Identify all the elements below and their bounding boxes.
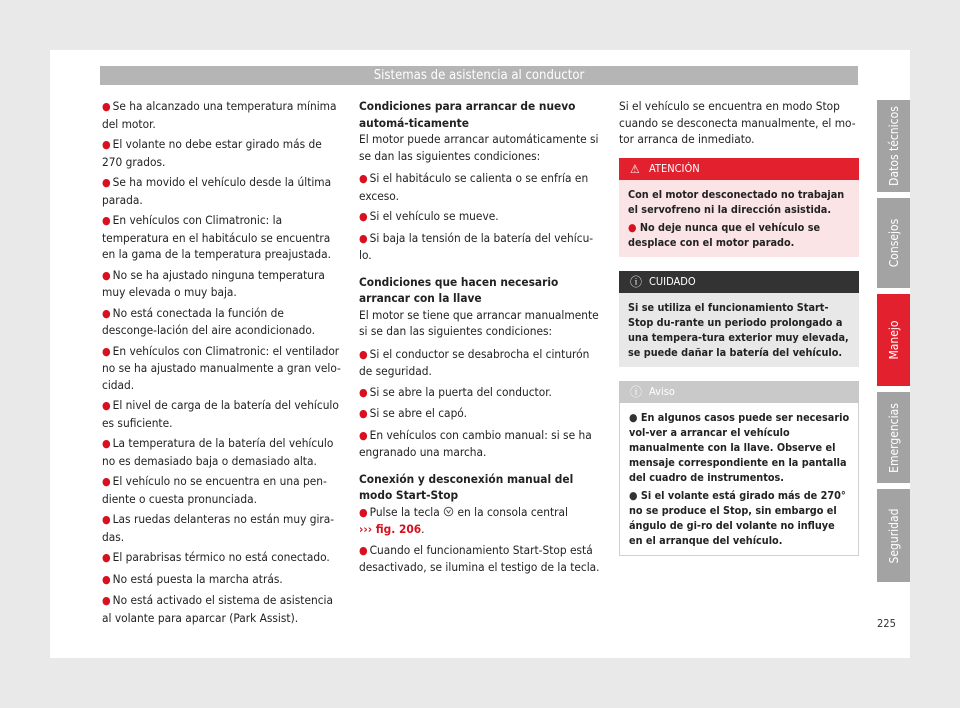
list-item: ● No está activado el sistema de asistencia al volante para aparcar (Park Assist). xyxy=(102,593,333,625)
caution-header: ⓘ CUIDADO xyxy=(619,271,859,293)
bullet-icon: ● xyxy=(359,231,368,245)
list-item: ● Si el volante está girado más de 270° no se produce el Stop, sin embargo el ángulo de gi-ro del volante no influye en el arranque del vehículo. xyxy=(629,488,846,547)
bullet-icon: ● xyxy=(102,513,111,526)
list-item: ● En vehículos con Climatronic: el ventilador no se ha ajustado manualmente a gran velo-cidad. xyxy=(102,343,341,392)
bullet-icon: ● xyxy=(359,385,368,399)
list-item: ● El parabrisas térmico no está conectado. xyxy=(102,550,330,564)
bullet-icon: ● xyxy=(102,100,111,113)
warning-header: ⚠ ATENCIÓN xyxy=(619,158,859,180)
list-item: ● No está conectada la función de desconge-lación del aire acondicionado. xyxy=(102,305,315,337)
bullet-icon: ● xyxy=(102,268,111,282)
bullet-icon: ● xyxy=(102,572,111,586)
list-item: ● No está puesta la marcha atrás. xyxy=(102,571,283,586)
bullet-icon: ● xyxy=(102,399,111,412)
bullet-icon: ● xyxy=(359,543,368,557)
paragraph: Si el vehículo se encuentra en modo Stop cuando se desconecta manualmente, el mo-tor arranca de inmediato. xyxy=(619,99,856,146)
bullet-icon: ● xyxy=(102,437,111,450)
tab-seguridad[interactable]: Seguridad xyxy=(877,489,910,582)
info-icon: ⓘ xyxy=(630,384,643,399)
bullet-icon: ● xyxy=(102,176,111,189)
bullet-icon: ● xyxy=(359,210,368,223)
list-item: ● Se ha movido el vehículo desde la última parada. xyxy=(102,175,332,207)
list-item: ● Si baja la tensión de la batería del vehícu-lo. xyxy=(359,230,594,262)
list-item: ● El volante no debe estar girado más de 270 grados. xyxy=(102,137,322,169)
note-box xyxy=(619,381,859,556)
list-item: ● En vehículos con Climatronic: la temperatura en el habitáculo se encuentra en la gama de la temperatura preajustada. xyxy=(102,213,332,261)
bullet-icon: ● xyxy=(102,306,111,320)
note-body xyxy=(619,403,859,556)
bullet-icon: ● xyxy=(359,172,368,185)
bullet-icon: ● xyxy=(102,138,111,151)
list-item: ● El vehículo no se encuentra en una pen-diente o cuesta pronunciada. xyxy=(102,474,327,506)
column-2 xyxy=(359,98,602,580)
section-heading: Condiciones para arrancar de nuevo automá-ticamente xyxy=(359,99,576,130)
list-item: ● Las ruedas delanteras no están muy gira-das. xyxy=(102,512,335,544)
bullet-icon: ● xyxy=(359,505,368,519)
list-item: ● En vehículos con cambio manual: si se ha engranado una marcha. xyxy=(359,427,592,459)
list-item: ● Se ha alcanzado una temperatura mínima del motor. xyxy=(102,99,337,131)
start-stop-button-icon xyxy=(443,506,454,517)
bullet-icon: ● xyxy=(102,551,111,564)
bullet-icon: ● xyxy=(359,347,368,361)
warning-body: Con el motor desconectado no trabajan el servofreno ni la dirección asistida. ● No deje nunca que el vehículo se desplace con el motor parado. xyxy=(619,180,859,257)
bullet-icon: ● xyxy=(359,407,368,420)
bullet-icon: ● xyxy=(102,475,111,488)
figure-reference-link[interactable]: ››› fig. 206 xyxy=(359,522,422,536)
note-header: ⓘ Aviso xyxy=(619,381,859,403)
list-item: ● Pulse la tecla en la consola central ››› fig. 206. xyxy=(359,504,568,536)
list-item: ● No deje nunca que el vehículo se desplace con el motor parado. xyxy=(628,220,821,249)
column-1 xyxy=(102,98,342,630)
list-item: ● La temperatura de la batería del vehículo no es demasiado baja o demasiado alta. xyxy=(102,436,334,468)
column-3 xyxy=(619,98,859,556)
list-item: ● No se ha ajustado ninguna temperatura muy elevada o muy baja. xyxy=(102,267,325,299)
tab-consejos[interactable]: Consejos xyxy=(877,198,910,288)
paragraph: El motor se tiene que arrancar manualmente si se dan las siguientes condiciones: xyxy=(359,307,599,338)
exclamation-circle-icon: ⓘ xyxy=(630,274,643,289)
list-item: ● Si el vehículo se mueve. xyxy=(359,209,499,223)
list-item: ● El nivel de carga de la batería del vehículo es suficiente. xyxy=(102,398,339,430)
tab-emergencias[interactable]: Emergencias xyxy=(877,392,910,483)
bullet-icon: ● xyxy=(102,214,111,227)
bullet-icon: ● xyxy=(102,594,111,607)
bullet-icon: ● xyxy=(629,488,638,502)
tab-manejo[interactable]: Manejo xyxy=(877,294,910,386)
paragraph: El motor puede arrancar automáticamente si se dan las siguientes condiciones: xyxy=(359,132,599,163)
list-item: ● Si el habitáculo se calienta o se enfría en exceso. xyxy=(359,171,589,203)
caution-box xyxy=(619,271,859,367)
list-item: ● Si el conductor se desabrocha el cinturón de seguridad. xyxy=(359,346,590,378)
list-item: ● Si se abre la puerta del conductor. xyxy=(359,384,552,399)
warning-box xyxy=(619,158,859,257)
list-item: ● Cuando el funcionamiento Start-Stop está desactivado, se ilumina el testigo de la tecla. xyxy=(359,542,600,574)
caution-body: Si se utiliza el funcionamiento Start-Stop du-rante un periodo prolongado a una tempera-tura exterior muy elevada, se puede dañar la batería del vehículo. xyxy=(619,293,859,367)
bullet-icon: ● xyxy=(629,410,638,424)
warning-triangle-icon: ⚠ xyxy=(630,161,640,176)
bullet-icon: ● xyxy=(102,344,111,358)
section-header: Sistemas de asistencia al conductor xyxy=(100,66,858,85)
tab-datos-tecnicos[interactable]: Datos técnicos xyxy=(877,100,910,192)
list-item: ● Si se abre el capó. xyxy=(359,406,467,420)
bullet-icon: ● xyxy=(359,428,368,442)
list-item: ● En algunos casos puede ser necesario vol-ver a arrancar el vehículo manualmente con la llave. Observe el mensaje correspondiente en la pantalla del cuadro de instrumentos. xyxy=(629,410,850,484)
bullet-icon: ● xyxy=(628,220,637,234)
section-heading: Condiciones que hacen necesario arrancar con la llave xyxy=(359,274,559,305)
page-number: 225 xyxy=(877,617,896,630)
section-heading: Conexión y desconexión manual del modo Start-Stop xyxy=(359,471,574,502)
